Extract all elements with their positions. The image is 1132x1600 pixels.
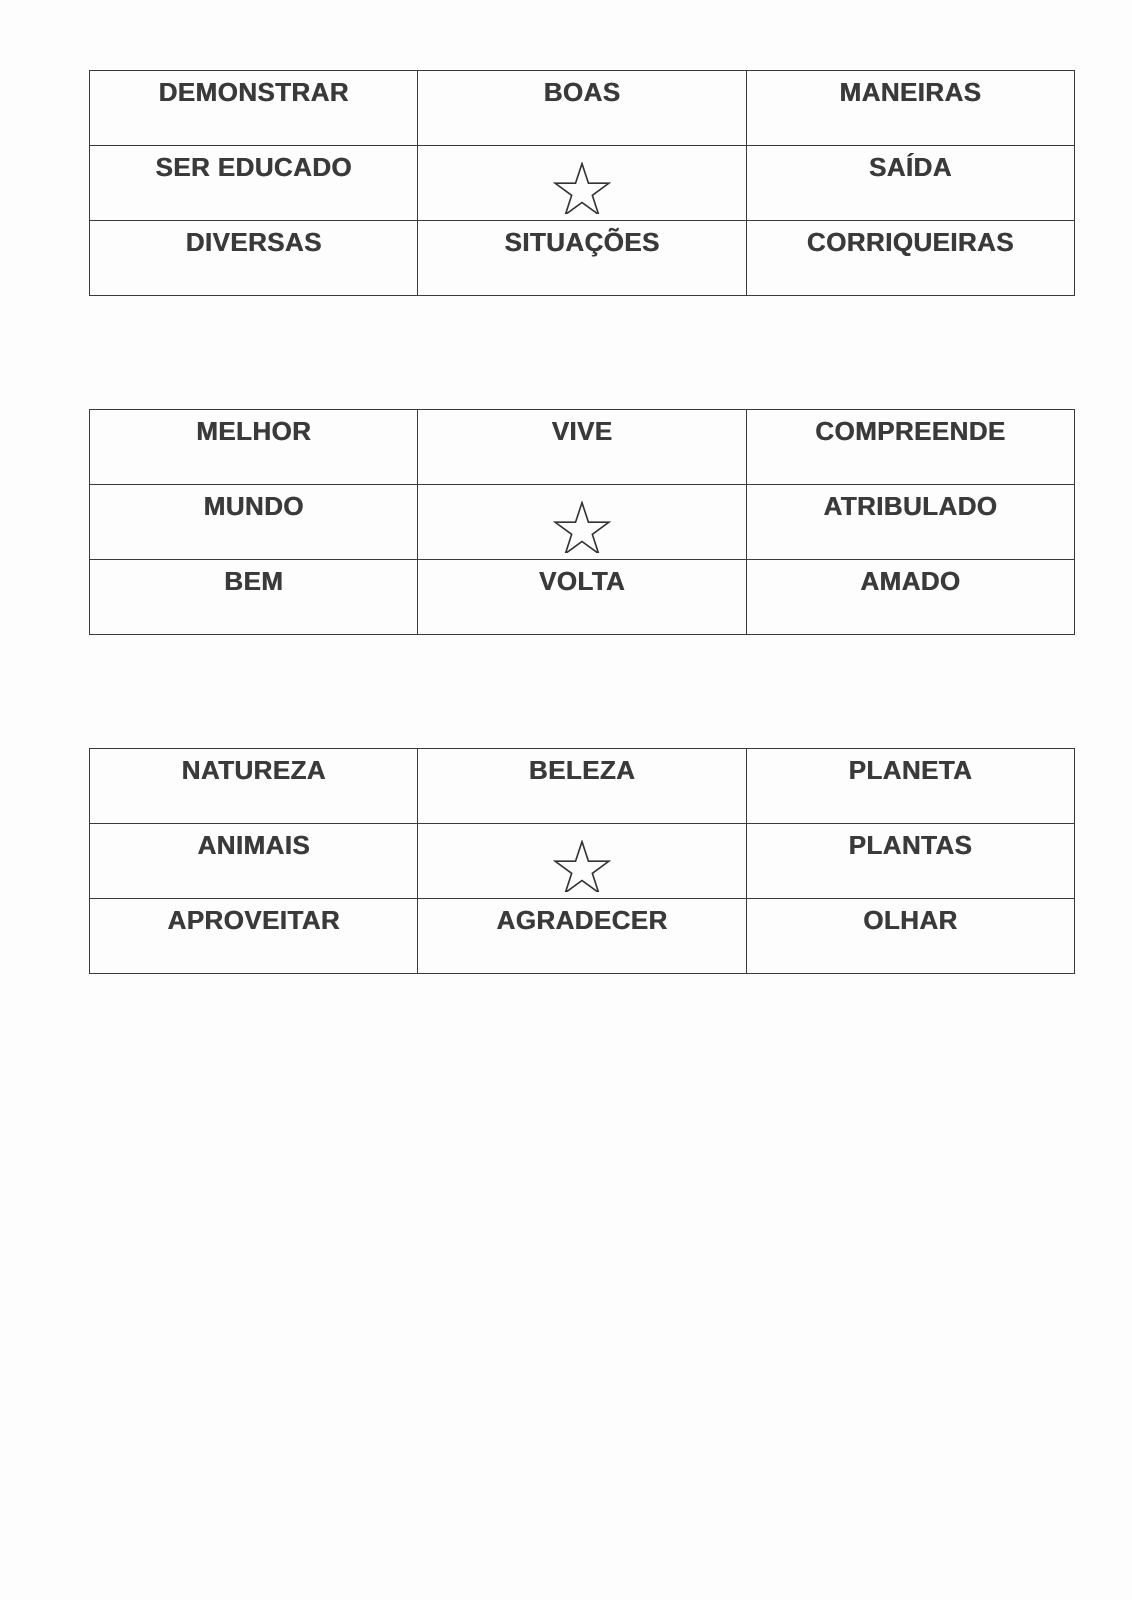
cell-word: BOAS [543,77,621,107]
card-cell [418,71,746,146]
card-cell [746,899,1074,974]
cell-word: AGRADECER [496,905,668,935]
card-cell [90,749,418,824]
card-cell [746,71,1074,146]
card-cell [746,410,1074,485]
star-icon [553,840,611,892]
card-cell [746,146,1074,221]
card-cell [418,221,746,296]
cell-word: VOLTA [538,566,626,596]
bingo-card-1 [89,70,1075,296]
card-cell [418,899,746,974]
card-cell [746,749,1074,824]
cell-word: PLANTAS [848,830,973,860]
star-icon [553,501,611,553]
cell-word: MANEIRAS [839,77,982,107]
card-cell [746,221,1074,296]
card-cell [418,560,746,635]
cell-word: SAÍDA [868,152,952,182]
card-cell [746,485,1074,560]
star-icon [553,162,611,214]
card-cell [746,560,1074,635]
cell-word: SER EDUCADO [155,152,352,182]
cell-word: NATUREZA [181,755,326,785]
cell-word: MUNDO [203,491,304,521]
card-cell [90,146,418,221]
bingo-card-3 [89,748,1075,974]
cell-word: COMPREENDE [815,416,1006,446]
card-center-cell [418,146,746,221]
cell-word: CORRIQUEIRAS [806,227,1014,257]
cell-word: ANIMAIS [197,830,310,860]
card-cell [90,824,418,899]
cell-word: APROVEITAR [167,905,340,935]
card-cell [746,824,1074,899]
cell-word: DIVERSAS [185,227,322,257]
cell-word: MELHOR [196,416,312,446]
cell-word: AMADO [860,566,961,596]
cell-word: VIVE [551,416,613,446]
card-cell [90,221,418,296]
card-center-cell [418,824,746,899]
card-cell [90,71,418,146]
bingo-card-2 [89,409,1075,635]
cell-word: BELEZA [528,755,636,785]
cell-word: ATRIBULADO [823,491,998,521]
cell-word: OLHAR [863,905,958,935]
card-cell [418,749,746,824]
card-cell [90,560,418,635]
cell-word: SITUAÇÕES [504,227,660,257]
card-center-cell [418,485,746,560]
cell-word: PLANETA [848,755,973,785]
cell-word: BEM [224,566,284,596]
card-cell [90,485,418,560]
card-cell [418,410,746,485]
card-cell [90,899,418,974]
cell-word: DEMONSTRAR [158,77,349,107]
card-cell [90,410,418,485]
